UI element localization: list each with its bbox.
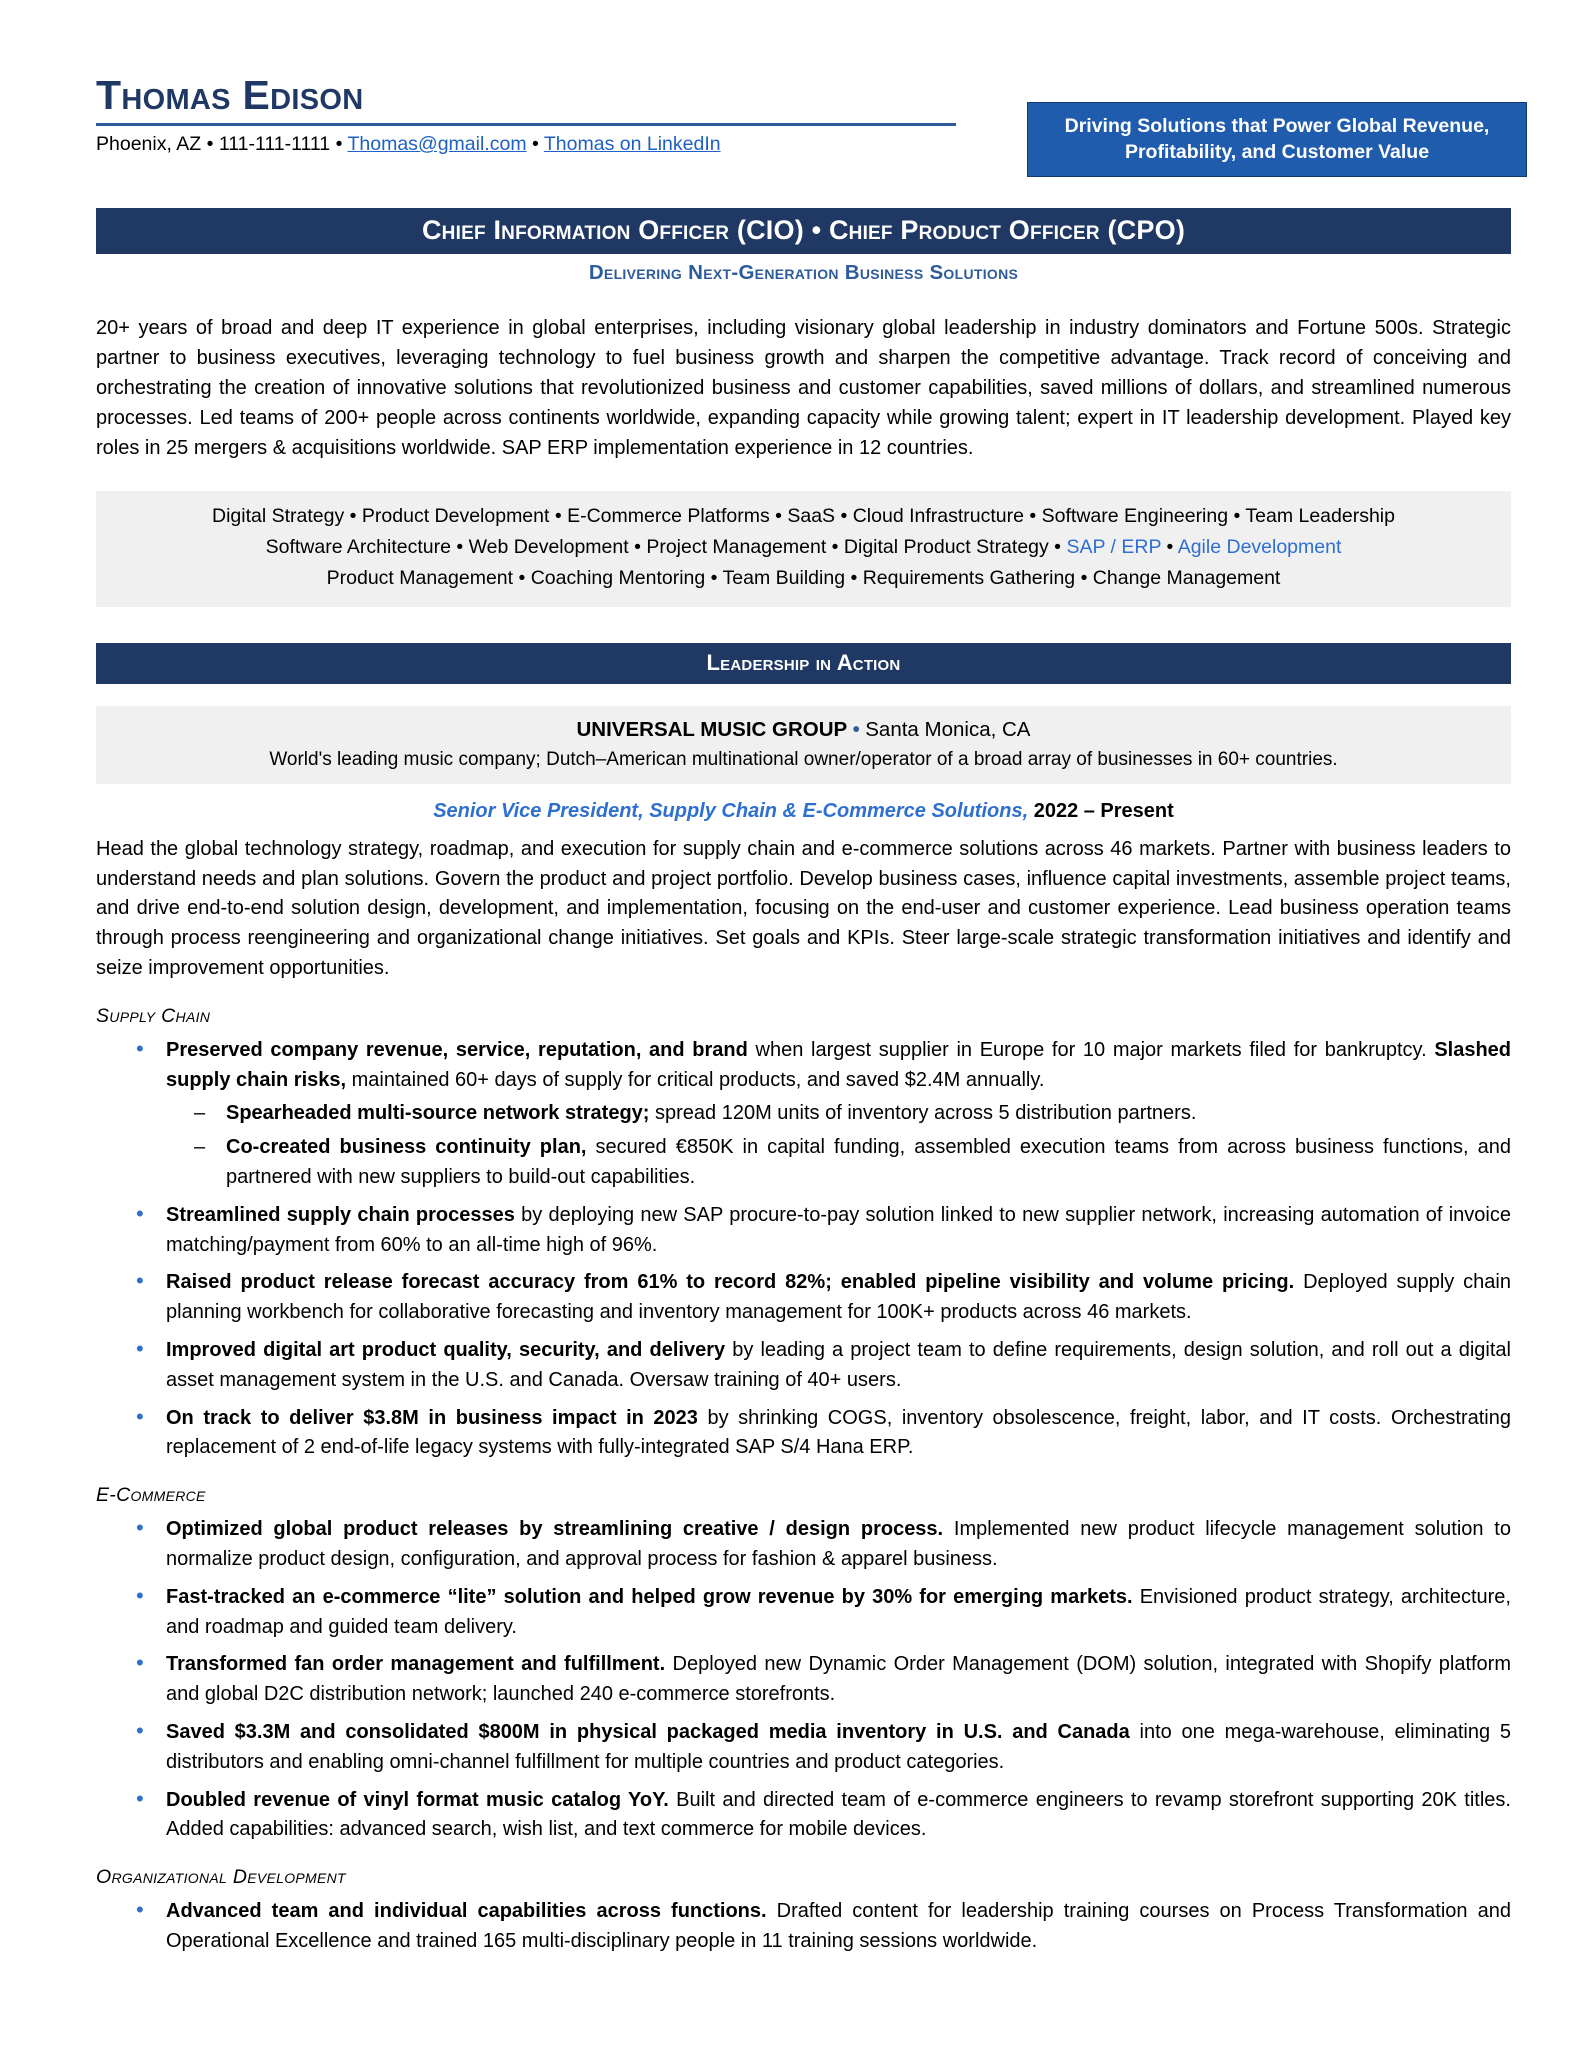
experience-subheading — [96, 1484, 1511, 1507]
job-summary: Head the global technology strategy, roadmap, and execution for supply chain and e-commerce solutions across 46 markets. Partner with business leaders to understand needs and plan solutions. Govern the product and project portfolio. Develop business cases, influence capital investments, assemble project teams, and drive end-to-end solution design, development, and implementation, focusing on the end-user and customer experience. Lead business operation teams through process reengineering and organizational change initiatives. Set goals and KPIs. Steer large-scale strategic transformation initiatives and identify and seize improvement opportunities. — [96, 837, 1511, 980]
bullet-text: Deployed supply chain planning workbench for collaborative forecasting and inventory management for 100K+ products across 46 markets. — [166, 1271, 1511, 1324]
bullet-item — [96, 1718, 1511, 1778]
sub-bullet-highlight: Spearheaded multi-source network strategy; — [226, 1102, 650, 1125]
sub-bullet-item — [166, 1099, 1511, 1129]
resume-header — [96, 60, 1511, 168]
bullet-list — [96, 1036, 1511, 1463]
professional-summary: 20+ years of broad and deep IT experience in global enterprises, including visionary global leadership in industry dominators and Fortune 500s. Strategic partner to business executives, leveraging technology to fuel business growth and sharpen the competitive advantage. Track record of conceiving and orchestrating the creation of innovative solutions that revolutionized business and customer capabilities, saved millions of dollars, and streamlined numerous processes. Led teams of 200+ people across continents worldwide, expanding capacity while growing talent; expert in IT leadership development. Played key roles in 25 mergers & acquisitions worldwide. SAP ERP implementation experience in 12 countries. — [96, 317, 1511, 459]
core-competencies — [96, 491, 1511, 607]
bullet-text: Envisioned product strategy, architecture, and roadmap and guided team delivery. — [166, 1585, 1511, 1638]
contact-linkedin-link[interactable]: Thomas on LinkedIn — [543, 133, 721, 156]
bullet-item — [96, 1268, 1511, 1328]
bullet-item — [96, 1036, 1511, 1193]
bullet-item — [96, 1336, 1511, 1396]
experience-subheading — [96, 1005, 1511, 1028]
bullet-highlight: Streamlined supply chain processes — [166, 1203, 515, 1226]
keywords-line-2-sep: • — [1161, 536, 1178, 559]
job-target-banner: Chief Information Officer (CIO) • Chief Product Officer (CPO) — [96, 208, 1511, 254]
bullet-text: by leading a project team to define requirements, design solution, and roll out a digital asset management system in the U.S. and Canada. Oversaw training of 40+ users. — [166, 1338, 1511, 1391]
keywords-line-2 — [110, 532, 1497, 563]
company-separator: • — [852, 717, 860, 741]
contact-separator-3: • — [531, 133, 539, 156]
bullet-item — [96, 1650, 1511, 1710]
company-description: World's leading music company; Dutch–American multinational owner/operator of a broad array of businesses in 60+ countries. — [269, 749, 1338, 771]
tagline-line-1: Driving Solutions that Power Global Revenue, — [1064, 115, 1490, 137]
bullet-highlight: Improved digital art product quality, security, and delivery — [166, 1338, 726, 1361]
bullet-highlight: Transformed fan order management and fulfillment. — [166, 1653, 666, 1676]
bullet-text: Deployed new Dynamic Order Management (DOM) solution, integrated with Shopify platform and global D2C distribution network; launched 240 e-commerce storefronts. — [166, 1653, 1511, 1706]
job-target-subtitle: Delivering Next-Generation Business Solutions — [588, 261, 1019, 284]
keywords-line-2-plain: Software Architecture • Web Development • Project Management • Digital Product Strategy • — [265, 536, 1067, 559]
sub-bullet-text: secured €850K in capital funding, assembled execution teams from across business functions, and partnered with new suppliers to build-out capabilities. — [226, 1136, 1512, 1188]
experience-sections — [96, 1005, 1511, 1957]
bullet-list — [96, 1515, 1511, 1845]
experience-subheading — [96, 1866, 1511, 1889]
page-title: Thomas Edison — [96, 72, 364, 118]
bullet-highlight-2: Slashed supply chain risks, — [166, 1038, 1512, 1091]
header-divider — [96, 123, 956, 126]
contact-line — [96, 133, 966, 156]
bullet-highlight: On track to deliver $3.8M in business impact in 2023 — [166, 1406, 698, 1429]
bullet-highlight: Advanced team and individual capabilities across functions. — [166, 1900, 767, 1923]
keywords-line-1: Digital Strategy • Product Development • E-Commerce Platforms • SaaS • Cloud Infrastructure • Software Engineering • Team Leadership — [212, 505, 1395, 527]
bullet-text: Drafted content for leadership training courses on Process Transformation and Operational Excellence and trained 165 multi-disciplinary people in 11 training sessions worldwide. — [166, 1900, 1511, 1952]
tagline-box — [1027, 102, 1527, 177]
bullet-item — [96, 1897, 1511, 1957]
bullet-highlight: Doubled revenue of vinyl format music catalog YoY. — [166, 1788, 669, 1811]
contact-location: Phoenix, AZ — [96, 133, 202, 156]
bullet-text: by shrinking COGS, inventory obsolescence, freight, labor, and IT costs. Orchestrating replacement of 2 end-of-life legacy systems with fully-integrated SAP S/4 Hana ERP. — [166, 1406, 1511, 1459]
company-location: Santa Monica, CA — [865, 717, 1031, 741]
name-block — [96, 74, 966, 156]
sub-bullet-highlight: Co-created business continuity plan, — [226, 1136, 587, 1159]
contact-separator-1: • — [206, 133, 214, 156]
contact-separator-2: • — [335, 133, 343, 156]
bullet-text-2: maintained 60+ days of supply for critical products, and saved $2.4M annually. — [346, 1068, 1045, 1091]
sub-bullet-list — [166, 1099, 1511, 1192]
experience-subheading-label: E-Commerce — [96, 1484, 206, 1507]
bullet-item — [96, 1786, 1511, 1846]
bullet-item — [96, 1515, 1511, 1575]
bullet-text: Implemented new product lifecycle management solution to normalize product design, configuration, and approval process for fashion & apparel business. — [166, 1518, 1511, 1570]
bullet-text: when largest supplier in Europe for 10 major markets filed for bankruptcy. — [747, 1038, 1435, 1061]
company-name: UNIVERSAL MUSIC GROUP — [576, 717, 848, 741]
keywords-line-3: Product Management • Coaching Mentoring • Team Building • Requirements Gathering • Change Management — [326, 567, 1281, 590]
bullet-item — [96, 1404, 1511, 1464]
bullet-text: into one mega-warehouse, eliminating 5 distributors and enabling omni-channel fulfillment for multiple countries and product categories. — [166, 1720, 1511, 1773]
bullet-highlight: Fast-tracked an e-commerce “lite” solution and helped grow revenue by 30% for emerging markets. — [166, 1585, 1133, 1608]
bullet-text: Built and directed team of e-commerce engineers to revamp storefront supporting 20K titles. Added capabilities: advanced search, wish list, and text commerce for mobile devices. — [166, 1788, 1511, 1841]
bullet-list — [96, 1897, 1511, 1957]
experience-subheading-label: Organizational Development — [96, 1866, 346, 1889]
bullet-highlight: Saved $3.3M and consolidated $800M in physical packaged media inventory in U.S. and Canada — [166, 1720, 1130, 1743]
bullet-highlight: Raised product release forecast accuracy from 61% to record 82%; enabled pipeline visibility and volume pricing. — [166, 1271, 1295, 1294]
company-block — [96, 706, 1511, 784]
experience-subheading-label: Supply Chain — [96, 1004, 211, 1027]
section-banner-leadership: Leadership in Action — [96, 643, 1511, 684]
bullet-highlight: Optimized global product releases by streamlining creative / design process. — [166, 1518, 944, 1541]
job-title-line — [96, 800, 1511, 823]
bullet-item — [96, 1201, 1511, 1261]
job-dates: 2022 – Present — [1033, 799, 1174, 822]
sub-bullet-text: spread 120M units of inventory across 5 distribution partners. — [649, 1102, 1197, 1125]
sub-bullet-item — [166, 1133, 1511, 1193]
contact-phone: 111-111-1111 — [218, 133, 331, 156]
tagline-line-2: Profitability, and Customer Value — [1124, 141, 1430, 164]
keyword-agile-development: Agile Development — [1177, 536, 1342, 559]
bullet-highlight: Preserved company revenue, service, reputation, and brand — [166, 1038, 748, 1061]
keyword-sap-erp: SAP / ERP — [1066, 536, 1162, 559]
bullet-text: by deploying new SAP procure-to-pay solution linked to new supplier network, increasing automation of invoice matching/payment from 60% to an all-time high of 96%. — [166, 1203, 1511, 1256]
contact-email-link[interactable]: Thomas@gmail.com — [347, 133, 527, 156]
job-role: Senior Vice President, Supply Chain & E-Commerce Solutions, — [433, 799, 1029, 822]
bullet-item — [96, 1583, 1511, 1643]
